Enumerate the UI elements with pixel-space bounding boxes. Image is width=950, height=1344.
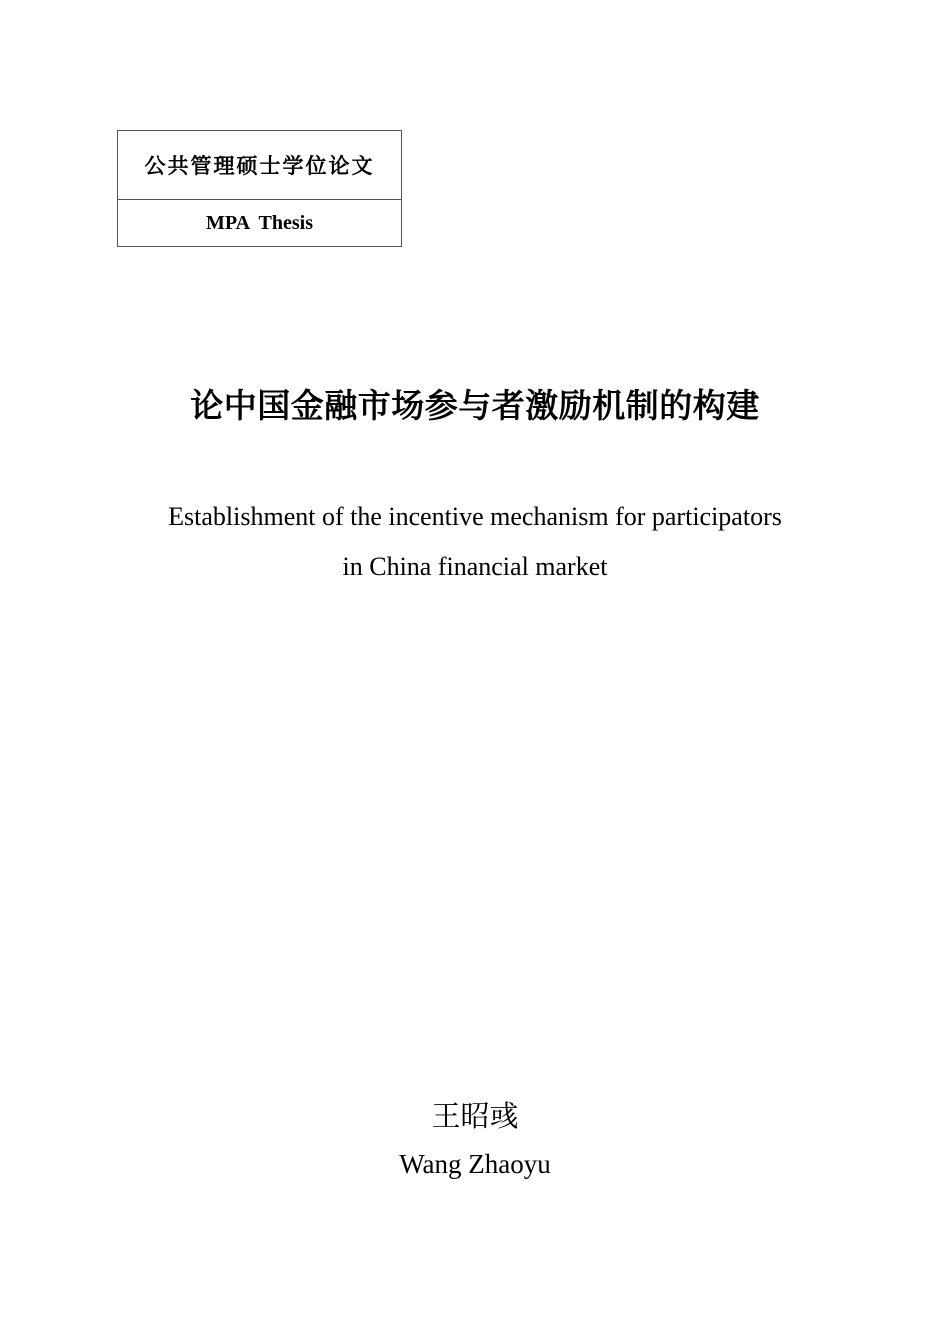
thesis-title-english-line-1: Establishment of the incentive mechanism for participators <box>168 502 782 531</box>
thesis-title-english-line-2: in China financial market <box>342 552 608 581</box>
author-name-english: Wang Zhaoyu <box>399 1149 551 1179</box>
degree-type-chinese: 公共管理硕士学位论文 <box>118 131 401 200</box>
degree-type-box <box>117 130 402 247</box>
thesis-title-english <box>0 492 950 592</box>
author-name-chinese: 王昭彧 <box>431 1099 519 1133</box>
thesis-title-chinese: 论中国金融市场参与者激励机制的构建 <box>190 386 760 425</box>
degree-type-english: MPA Thesis <box>205 211 314 234</box>
